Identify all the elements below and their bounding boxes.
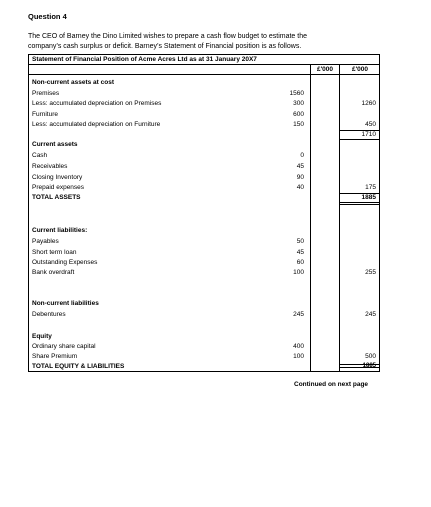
col1-right-border — [339, 64, 340, 372]
table-right-border — [379, 54, 380, 372]
row-col1: 45 — [296, 249, 304, 256]
row-col1: 245 — [293, 311, 304, 318]
financial-position-table — [28, 54, 380, 372]
total-rule-double — [339, 204, 380, 205]
row-label: Prepaid expenses — [32, 184, 85, 191]
row-label: Payables — [32, 238, 59, 245]
row-col2: 255 — [365, 269, 376, 276]
statement-title: Statement of Financial Position of Acme Acres Ltd as at 31 January 20X7 — [32, 56, 257, 63]
row-col1: 300 — [293, 100, 304, 107]
table-left-border — [28, 54, 29, 372]
row-label: Furniture — [32, 111, 59, 118]
row-col1: 150 — [293, 121, 304, 128]
intro-line: company’s cash surplus or deficit. Barney’s Statement of Financial position is as follows. — [28, 43, 302, 50]
subtotal-rule — [339, 139, 380, 140]
col1-left-border — [310, 64, 311, 372]
row-label: Receivables — [32, 163, 68, 170]
total-rule-double — [339, 202, 380, 203]
row-col1: 400 — [293, 343, 304, 350]
col2-header: £'000 — [351, 66, 368, 73]
row-label: Debentures — [32, 311, 66, 318]
continued-note: Continued on next page — [294, 381, 369, 388]
row-col1: 45 — [296, 163, 304, 170]
row-col1: 40 — [296, 184, 304, 191]
section-heading: Equity — [32, 333, 52, 340]
row-col1: 0 — [300, 152, 304, 159]
section-heading: Non-current liabilities — [32, 300, 99, 307]
row-col2: 450 — [365, 121, 376, 128]
intro-line: The CEO of Barney the Dino Limited wishes to prepare a cash flow budget to estimate the — [28, 33, 307, 40]
row-label: Share Premium — [32, 353, 78, 360]
col1-header: £'000 — [316, 66, 333, 73]
row-label: Closing Inventory — [32, 174, 83, 181]
intro-text — [28, 32, 373, 52]
row-label: Ordinary share capital — [32, 343, 96, 350]
row-label: Cash — [32, 152, 48, 159]
section-heading: Current assets — [32, 141, 78, 148]
question-title: Question 4 — [28, 12, 67, 21]
row-label: Premises — [32, 90, 60, 97]
total-assets-value: 1885 — [361, 194, 376, 201]
row-label: Short term loan — [32, 249, 77, 256]
row-col2: 245 — [365, 311, 376, 318]
row-label: Bank overdraft — [32, 269, 75, 276]
row-col1: 1560 — [289, 90, 304, 97]
total-equity-liabilities-label: TOTAL EQUITY & LIABILITIES — [32, 363, 125, 370]
row-col1: 100 — [293, 353, 304, 360]
row-col2: 1260 — [361, 100, 376, 107]
row-label: Less: accumulated depreciation on Furniture — [32, 121, 161, 128]
row-col1: 60 — [296, 259, 304, 266]
row-col1: 600 — [293, 111, 304, 118]
row-col1: 50 — [296, 238, 304, 245]
row-col2: 500 — [365, 353, 376, 360]
section-heading: Current liabilities: — [32, 227, 88, 234]
section-heading: Non-current assets at cost — [32, 79, 114, 86]
header-divider — [28, 74, 380, 75]
row-col1: 90 — [296, 174, 304, 181]
section-total: 1710 — [361, 131, 376, 138]
total-equity-liabilities-value: 1885 — [362, 363, 376, 369]
table-bottom-border — [28, 371, 380, 372]
total-assets-label: TOTAL ASSETS — [32, 194, 81, 201]
row-label: Less: accumulated depreciation on Premises — [32, 100, 162, 107]
row-col2: 175 — [365, 184, 376, 191]
row-label: Outstanding Expenses — [32, 259, 98, 266]
row-col1: 100 — [293, 269, 304, 276]
